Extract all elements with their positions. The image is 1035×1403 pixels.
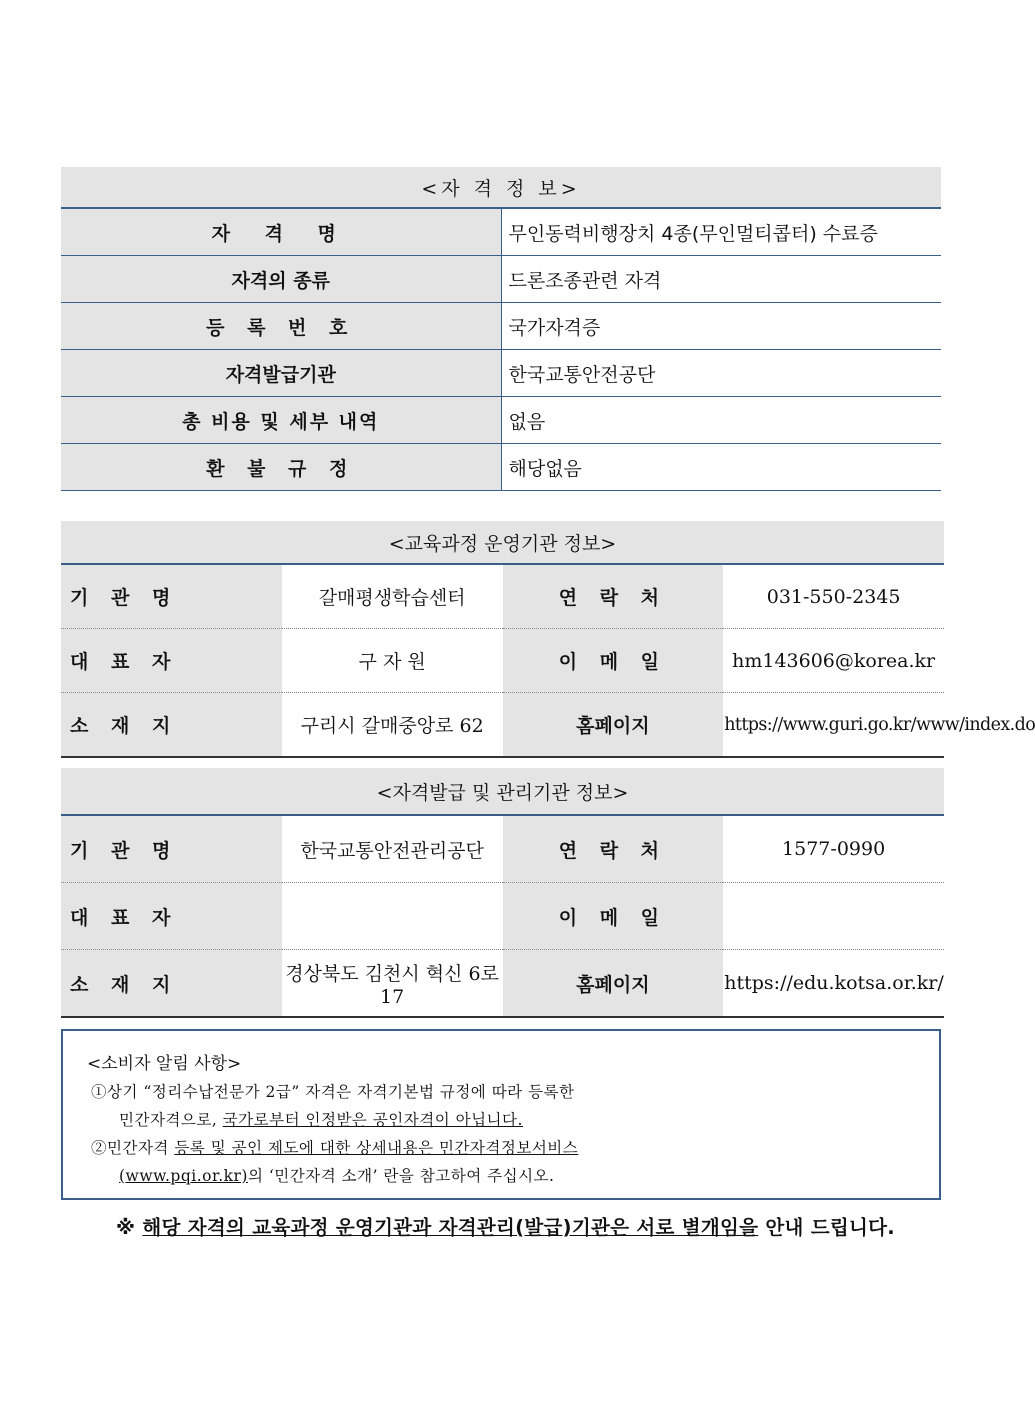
notice-line-3: ②민간자격 등록 및 공인 제도에 대한 상세내용은 민간자격정보서비스 xyxy=(91,1139,579,1157)
operator-rep-label: 대 표 자 xyxy=(61,629,282,693)
notice-line-1: ①상기 “정리수납전문가 2급” 자격은 자격기본법 규정에 따라 등록한 xyxy=(91,1083,575,1101)
issuer-address-label: 소 재 지 xyxy=(61,950,282,1018)
reg-number-value: 국가자격증 xyxy=(501,303,941,350)
notice-line-2: 민간자격으로, 국가로부터 인정받은 공인자격이 아닙니다. xyxy=(119,1111,523,1129)
operator-phone-label: 연 락 처 xyxy=(503,564,724,629)
operator-address-value: 구리시 갈매중앙로 62 xyxy=(282,693,503,758)
operator-phone-value: 031-550-2345 xyxy=(723,564,944,629)
issuer-name-value: 한국교통안전관리공단 xyxy=(282,815,503,883)
operator-name-label: 기 관 명 xyxy=(61,564,282,629)
issuer-rep-value xyxy=(282,883,503,950)
cost-value: 없음 xyxy=(501,397,941,444)
operator-homepage-link[interactable]: https://www.guri.go.kr/www/index.do xyxy=(723,693,944,758)
issuer-homepage-label: 홈페이지 xyxy=(503,950,724,1018)
operator-rep-value: 구 자 원 xyxy=(282,629,503,693)
operator-email-label: 이 메 일 xyxy=(503,629,724,693)
cost-label: 총 비용 및 세부 내역 xyxy=(61,397,501,444)
operator-name-value: 갈매평생학습센터 xyxy=(282,564,503,629)
notice-line-4: (www.pqi.or.kr)의 ‘민간자격 소개’ 란을 참고하여 주십시오. xyxy=(119,1167,555,1185)
qual-type-value: 드론조종관련 자격 xyxy=(501,256,941,303)
issuer-value: 한국교통안전공단 xyxy=(501,350,941,397)
operator-homepage-label: 홈페이지 xyxy=(503,693,724,758)
issuer-email-label: 이 메 일 xyxy=(503,883,724,950)
qual-type-label: 자격의 종류 xyxy=(61,256,501,303)
issuer-name-label: 기 관 명 xyxy=(61,815,282,883)
reg-number-label: 등 록 번 호 xyxy=(61,303,501,350)
issuer-address-value: 경상북도 김천시 혁신 6로 17 xyxy=(282,950,503,1018)
qualification-table xyxy=(61,167,941,491)
issuer-table xyxy=(61,768,944,1018)
qual-name-value: 무인동력비행장치 4종(무인멀티콥터) 수료증 xyxy=(501,208,941,256)
operator-address-label: 소 재 지 xyxy=(61,693,282,758)
qual-name-label: 자 격 명 xyxy=(61,208,501,256)
issuer-rep-label: 대 표 자 xyxy=(61,883,282,950)
issuer-phone-value: 1577-0990 xyxy=(723,815,944,883)
issuer-phone-label: 연 락 처 xyxy=(503,815,724,883)
issuer-label: 자격발급기관 xyxy=(61,350,501,397)
operator-email-value[interactable]: hm143606@korea.kr xyxy=(723,629,944,693)
refund-value: 해당없음 xyxy=(501,444,941,491)
consumer-notice-box xyxy=(61,1029,941,1200)
notice-title: <소비자 알림 사항> xyxy=(87,1054,242,1074)
pqi-link[interactable]: (www.pqi.or.kr) xyxy=(119,1167,248,1185)
issuer-homepage-link[interactable]: https://edu.kotsa.or.kr/ xyxy=(723,950,944,1018)
issuer-info-section xyxy=(61,768,944,1018)
operator-table xyxy=(61,521,1035,758)
issuer-title: <자격발급 및 관리기관 정보> xyxy=(61,768,944,815)
refund-label: 환 불 규 정 xyxy=(61,444,501,491)
operator-info-section xyxy=(61,521,1035,758)
qualification-info-section xyxy=(61,167,941,491)
footer-notice: ※ 해당 자격의 교육과정 운영기관과 자격관리(발급)기관은 서로 별개임을 안내 드립니다. xyxy=(116,1216,896,1239)
qualification-title: <자 격 정 보> xyxy=(61,167,941,208)
reference-mark: ※ xyxy=(116,1216,143,1239)
operator-title: <교육과정 운영기관 정보> xyxy=(61,521,944,564)
issuer-email-value xyxy=(723,883,944,950)
